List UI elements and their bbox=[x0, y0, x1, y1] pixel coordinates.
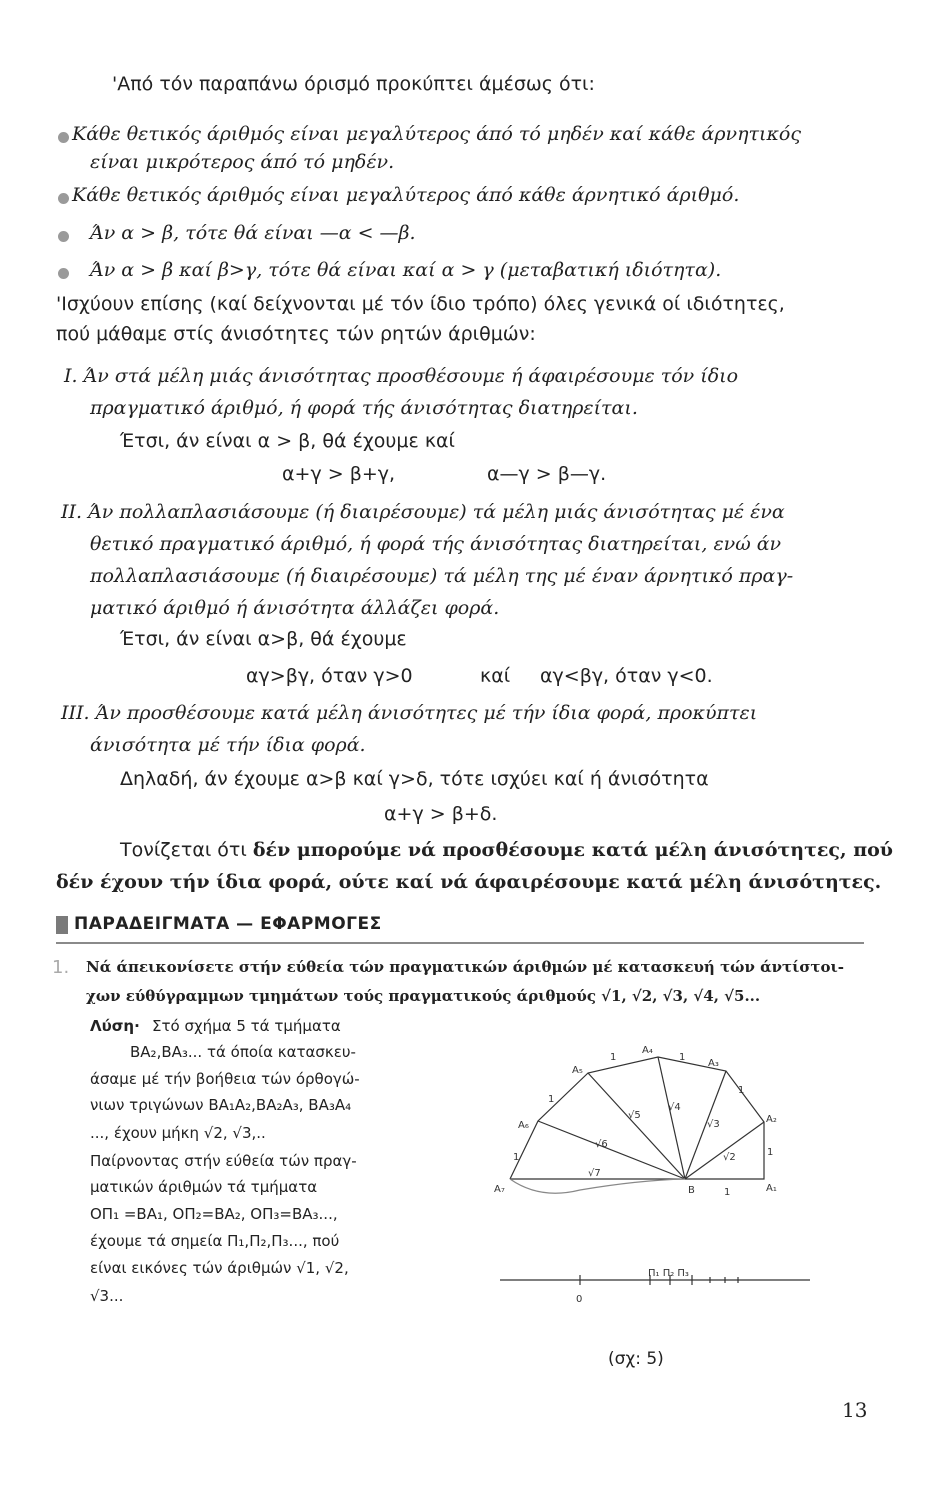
solution-line: είναι εικόνες τών άριθμών √1, √2, bbox=[90, 1259, 349, 1277]
label-A1: A₁ bbox=[766, 1183, 777, 1194]
bullet-icon bbox=[58, 132, 69, 143]
label-A7: A₇ bbox=[494, 1184, 505, 1195]
rule-2-example: Έτσι, άν είναι α>β, θά έχουμε bbox=[120, 628, 407, 650]
emphasis-bold-2: δέν έχουν τήν ίδια φορά, ούτε καί νά άφαιρέσουμε κατά μέλη άνισότητες. bbox=[56, 871, 882, 893]
figure-caption: (σχ: 5) bbox=[608, 1349, 664, 1369]
rule-2-formula-and: καί bbox=[480, 665, 511, 687]
emphasis-line-1 bbox=[120, 838, 893, 862]
rule-1-example: Έτσι, άν είναι α > β, θά έχουμε καί bbox=[120, 430, 455, 452]
bullet-icon bbox=[58, 268, 69, 279]
solution-line: έχουμε τά σημεία Π₁,Π₂,Π₃..., πού bbox=[90, 1232, 340, 1250]
solution-line: Στό σχήμα 5 τά τμήματα bbox=[152, 1017, 341, 1035]
rule-3-example: Δηλαδή, άν έχουμε α>β καί γ>δ, τότε ισχύει καί ή άνισότητα bbox=[120, 768, 709, 790]
label-r6: √6 bbox=[595, 1139, 608, 1150]
solution-line: Παίρνοντας στήν εύθεία τών πραγ- bbox=[90, 1152, 357, 1170]
example-text-1: Νά άπεικονίσετε στήν εύθεία τών πραγματικών άριθμών μέ κατασκευή τών άντίστοι- bbox=[86, 958, 845, 976]
rule-1-formula-b: α—γ > β—γ. bbox=[487, 463, 607, 485]
label-one-a7: 1 bbox=[513, 1152, 520, 1163]
label-origin: 0 bbox=[576, 1294, 583, 1305]
example-text-2: χων εύθύγραμμων τμημάτων τούς πραγματικούς άριθμούς √1, √2, √3, √4, √5... bbox=[86, 987, 761, 1005]
solution-line: άσαμε μέ τήν βοήθεια τών όρθογώ- bbox=[90, 1070, 360, 1088]
bullet-icon bbox=[58, 231, 69, 242]
bullet-text-3: Άν α > β, τότε θά είναι —α < —β. bbox=[90, 222, 416, 244]
label-one-right: 1 bbox=[767, 1147, 774, 1158]
rule-1-line-1: I. Άν στά μέλη μιάς άνισότητας προσθέσουμε ή άφαιρέσουμε τόν ίδιο bbox=[64, 365, 739, 387]
section-title: ΠΑΡΑΔΕΙΓΜΑΤΑ — ΕΦΑΡΜΟΓΕΣ bbox=[74, 914, 382, 934]
label-A6: A₆ bbox=[518, 1120, 529, 1131]
segment-BA2 bbox=[685, 1122, 764, 1179]
segment-BA4 bbox=[658, 1057, 685, 1179]
solution-line: ..., έχουν μήκη √2, √3,.. bbox=[90, 1124, 266, 1142]
section-square-icon bbox=[56, 916, 68, 934]
rule-2-line-1: II. Άν πολλαπλασιάσουμε (ή διαιρέσουμε) τά μέλη μιάς άνισότητας μέ ένα bbox=[61, 501, 785, 523]
example-number: 1. bbox=[52, 957, 70, 978]
label-r2: √2 bbox=[723, 1152, 736, 1163]
label-one-a6: 1 bbox=[548, 1094, 555, 1105]
rule-1-formula-a: α+γ > β+γ, bbox=[282, 463, 396, 485]
label-one-a5: 1 bbox=[610, 1052, 617, 1063]
solution-line: ΒΑ₂,ΒΑ₃... τά όποία κατασκευ- bbox=[130, 1043, 356, 1061]
figure-5 bbox=[480, 1030, 820, 1320]
intro-text: 'Από τόν παραπάνω όρισμό προκύπτει άμέσως ότι: bbox=[112, 73, 595, 95]
properties-intro-1: 'Ισχύουν επίσης (καί δείχνονται μέ τόν ίδιο τρόπο) όλες γενικά οί ιδιότητες, bbox=[56, 293, 785, 315]
properties-intro-2: πού μάθαμε στίς άνισότητες τών ρητών άριθμών: bbox=[56, 323, 536, 345]
rule-3-line-1: III. Άν προσθέσουμε κατά μέλη άνισότητες μέ τήν ίδια φορά, προκύπτει bbox=[61, 702, 758, 724]
label-p-points: Π₁ Π₂ Π₃ bbox=[648, 1268, 689, 1279]
segment-BA3 bbox=[685, 1071, 726, 1179]
rule-2-line-4: ματικό άριθμό ή άνισότητα άλλάζει φορά. bbox=[90, 597, 500, 619]
label-r7: √7 bbox=[588, 1168, 601, 1179]
label-r4: √4 bbox=[668, 1102, 681, 1113]
label-A5: A₅ bbox=[572, 1065, 583, 1076]
label-A3: A₃ bbox=[708, 1058, 719, 1069]
bullet-icon bbox=[58, 193, 69, 204]
label-one-a4: 1 bbox=[679, 1052, 686, 1063]
label-r5: √5 bbox=[628, 1110, 641, 1121]
bullet-text-2: Κάθε θετικός άριθμός είναι μεγαλύτερος άπό κάθε άρνητικό άριθμό. bbox=[72, 184, 740, 206]
solution-line: νιων τριγώνων ΒΑ₁Α₂,ΒΑ₂Α₃, ΒΑ₃Α₄ bbox=[90, 1096, 352, 1114]
bullet-text-4: Άν α > β καί β>γ, τότε θά είναι καί α > γ (μεταβατική ιδιότητα). bbox=[90, 259, 722, 281]
label-r3: √3 bbox=[707, 1119, 720, 1130]
rule-2-line-2: θετικό πραγματικό άριθμό, ή φορά τής άνισότητας διατηρείται, ενώ άν bbox=[90, 533, 782, 555]
label-B: B bbox=[688, 1185, 695, 1196]
solution-line: √3... bbox=[90, 1287, 124, 1305]
solution-line: ματικών άριθμών τά τμήματα bbox=[90, 1178, 318, 1196]
rule-2-line-3: πολλαπλασιάσουμε (ή διαιρέσουμε) τά μέλη της μέ έναν άρνητικό πραγ- bbox=[90, 565, 794, 587]
bullet-text-1-cont: είναι μικρότερος άπό τό μηδέν. bbox=[90, 151, 395, 173]
rule-2-formula-b: αγ<βγ, όταν γ<0. bbox=[540, 665, 713, 687]
emphasis-prefix: Τονίζεται ότι bbox=[120, 839, 253, 861]
rule-3-line-2: άνισότητα μέ τήν ίδια φορά. bbox=[90, 734, 366, 756]
solution-label: Λύση· bbox=[90, 1017, 140, 1035]
label-one-a3: 1 bbox=[738, 1085, 745, 1096]
page-number: 13 bbox=[842, 1398, 868, 1422]
segment-BA5 bbox=[588, 1073, 685, 1179]
solution-line: ΟΠ₁ =ΒΑ₁, ΟΠ₂=ΒΑ₂, ΟΠ₃=ΒΑ₃..., bbox=[90, 1205, 338, 1223]
label-one-base: 1 bbox=[724, 1187, 731, 1198]
rule-3-formula: α+γ > β+δ. bbox=[384, 803, 498, 825]
label-A2: A₂ bbox=[766, 1114, 777, 1125]
rule-1-line-2: πραγματικό άριθμό, ή φορά τής άνισότητας διατηρείται. bbox=[90, 397, 638, 419]
rule-2-formula-a: αγ>βγ, όταν γ>0 bbox=[246, 665, 413, 687]
emphasis-bold-1: δέν μπορούμε νά προσθέσουμε κατά μέλη άνισότητες, πού bbox=[252, 839, 893, 861]
projection-arc bbox=[510, 1179, 685, 1193]
label-A4: A₄ bbox=[642, 1045, 653, 1056]
section-divider bbox=[56, 942, 864, 944]
segment-BA6 bbox=[538, 1121, 685, 1179]
bullet-text-1: Κάθε θετικός άριθμός είναι μεγαλύτερος άπό τό μηδέν καί κάθε άρνητικός bbox=[72, 123, 801, 145]
